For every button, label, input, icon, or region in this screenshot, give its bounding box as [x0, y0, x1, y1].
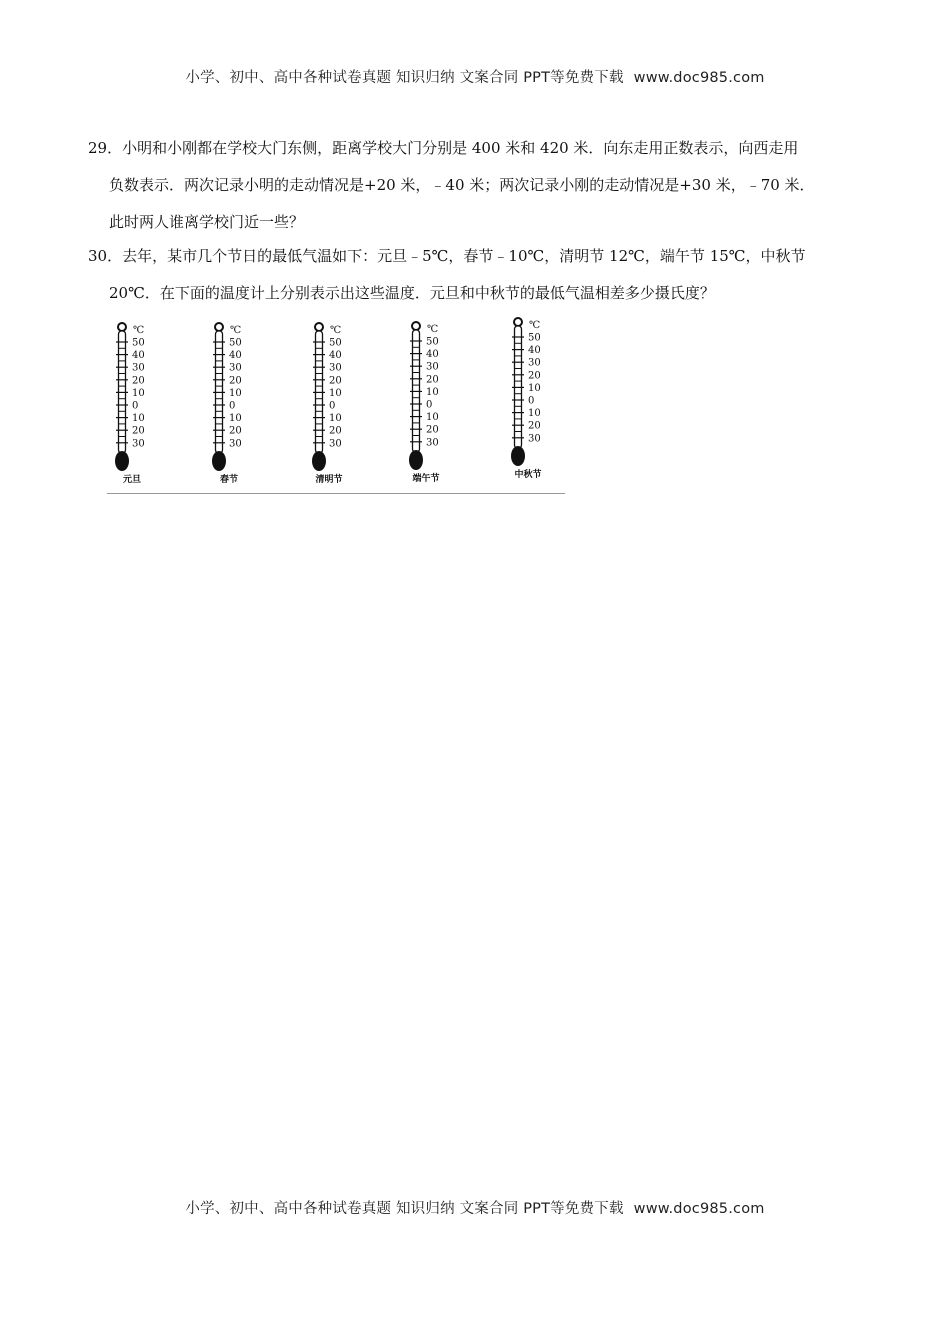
thermometer-tick-label: 0	[528, 395, 535, 407]
question-text-line: 此时两人谁离学校门近一些？	[109, 213, 305, 231]
thermometer-tick-label: 10	[528, 382, 541, 394]
thermometer-festival-label: 中秋节	[514, 470, 542, 480]
thermometer-tick-label: 10	[528, 408, 541, 420]
thermometer-bulb	[212, 451, 226, 471]
question-number: 29．	[88, 139, 123, 157]
thermometer-tick-label: 40	[528, 345, 541, 357]
thermometer-festival-label: 元旦	[122, 475, 142, 485]
thermometer-tick-label: 40	[229, 350, 242, 362]
thermometer-tick-label: 30	[329, 438, 342, 450]
question-29	[88, 130, 866, 241]
thermometer-tick-label: 20	[426, 374, 439, 386]
question-text-line: 负数表示．两次记录小明的走动情况是+20 米，﹣40 米；两次记录小刚的走动情况是+30 米，﹣70 米．	[109, 176, 815, 194]
thermometer-tick-label: 20	[132, 425, 145, 437]
thermometer-bulb	[511, 446, 525, 466]
thermometer-svg	[107, 315, 565, 493]
thermometer-tick-label: 50	[528, 332, 541, 344]
thermometer-tick-label: 10	[329, 413, 342, 425]
thermometer-tick-label: 10	[132, 387, 145, 399]
thermometer-tick-label: 10	[426, 412, 439, 424]
footer-site-link[interactable]: www.doc985.com	[633, 1201, 765, 1217]
thermometer-tick-label: 20	[426, 424, 439, 436]
thermometer-tick-label: 0	[229, 400, 236, 412]
thermometer-tick-label: 10	[426, 386, 439, 398]
question-30	[88, 238, 866, 312]
thermometer-tick-label: 30	[229, 362, 242, 374]
thermometer-tick-label: 10	[132, 413, 145, 425]
question-text-line: 20℃．在下面的温度计上分别表示出这些温度．元旦和中秋节的最低气温相差多少摄氏度？	[109, 284, 715, 302]
thermometer-top-ring	[315, 323, 323, 331]
thermometer-tick-label: 30	[132, 438, 145, 450]
thermometer-tick-label: 50	[426, 336, 439, 348]
thermometer-tick-label: 30	[528, 357, 541, 369]
thermometer-unit: ℃	[133, 325, 145, 336]
question-text-line: 小明和小刚都在学校大门东侧，距离学校大门分别是 400 米和 420 米．向东走用正数表示，向西走用	[122, 139, 799, 157]
page-footer	[0, 1197, 950, 1218]
thermometer-tick-label: 20	[229, 375, 242, 387]
thermometer-top-ring	[215, 323, 223, 331]
thermometer-festival-label: 端午节	[412, 474, 440, 484]
thermometer-tick-label: 50	[132, 337, 145, 349]
thermometer-tick-label: 0	[132, 400, 139, 412]
thermometer-tick-label: 30	[229, 438, 242, 450]
thermometer-bulb	[409, 450, 423, 470]
thermometer-tick-label: 50	[229, 337, 242, 349]
thermometer-tick-label: 30	[426, 437, 439, 449]
thermometer-tick-label: 30	[329, 362, 342, 374]
thermometer-tick-label: 20	[329, 375, 342, 387]
thermometer-tick-label: 20	[528, 420, 541, 432]
thermometer-festival-label: 清明节	[315, 475, 343, 485]
thermometer-unit: ℃	[230, 325, 242, 336]
thermometer-tick-label: 20	[528, 370, 541, 382]
thermometer-tick-label: 20	[229, 425, 242, 437]
question-number: 30．	[88, 247, 123, 265]
thermometer-tick-label: 0	[426, 399, 433, 411]
thermometer-bulb	[312, 451, 326, 471]
thermometer-tick-label: 30	[132, 362, 145, 374]
thermometer-unit: ℃	[330, 325, 342, 336]
thermometer-tick-label: 10	[329, 387, 342, 399]
thermometer-tick-label: 10	[229, 413, 242, 425]
thermometer-tick-label: 40	[426, 349, 439, 361]
thermometer-unit: ℃	[427, 324, 439, 335]
thermometer-festival-label: 春节	[219, 475, 239, 485]
header-site-link[interactable]: www.doc985.com	[633, 70, 765, 86]
question-text-line: 去年，某市几个节日的最低气温如下：元旦﹣5℃，春节﹣10℃，清明节 12℃，端午节 15℃，中秋节	[122, 247, 806, 265]
thermometer-unit: ℃	[529, 320, 541, 331]
footer-text: 小学、初中、高中各种试卷真题 知识归纳 文案合同 PPT等免费下载	[185, 1201, 624, 1217]
thermometer-tick-label: 0	[329, 400, 336, 412]
thermometer-top-ring	[412, 322, 420, 330]
thermometer-tick-label: 10	[229, 387, 242, 399]
thermometer-top-ring	[118, 323, 126, 331]
thermometer-tick-label: 30	[426, 361, 439, 373]
thermometer-tick-label: 20	[132, 375, 145, 387]
thermometer-tick-label: 40	[132, 350, 145, 362]
thermometer-tick-label: 50	[329, 337, 342, 349]
thermometer-tick-label: 20	[329, 425, 342, 437]
thermometer-bulb	[115, 451, 129, 471]
page-header	[0, 66, 950, 87]
thermometer-tick-label: 40	[329, 350, 342, 362]
header-text: 小学、初中、高中各种试卷真题 知识归纳 文案合同 PPT等免费下载	[185, 70, 624, 86]
thermometer-tick-label: 30	[528, 433, 541, 445]
thermometer-top-ring	[514, 318, 522, 326]
thermometer-figure	[107, 315, 565, 494]
